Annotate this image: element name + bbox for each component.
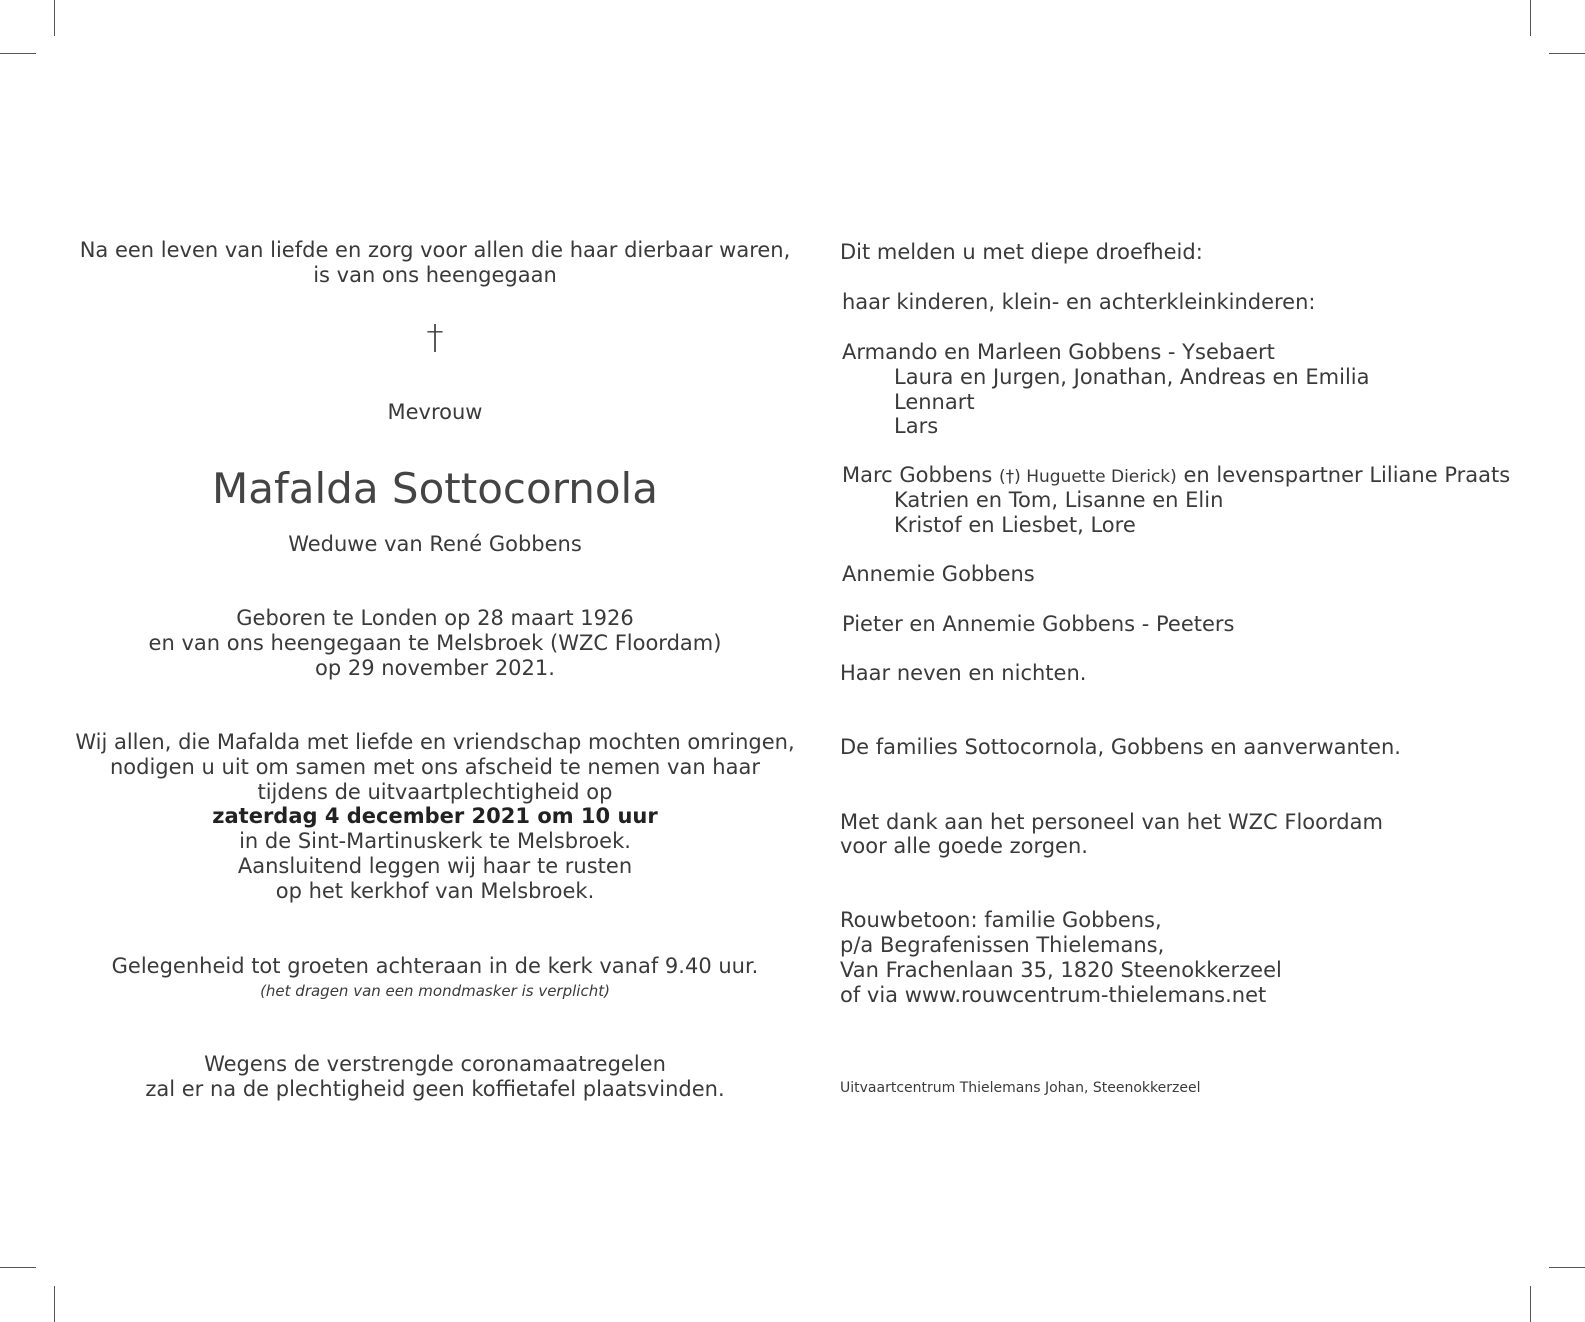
invitation-line-3: tijdens de uitvaartplechtigheid op — [257, 780, 613, 804]
corona-line-1: Wegens de verstrengde coronamaatregelen — [204, 1052, 666, 1076]
ceremony-place-line-1: in de Sint-Martinuskerk te Melsbroek. — [239, 829, 631, 853]
crop-mark-top-right-vertical — [1530, 0, 1531, 36]
birth-line-2: en van ons heengegaan te Melsbroek (WZC Floordam) — [148, 631, 722, 655]
address-line-2: p/a Begrafenissen Thielemans, — [840, 933, 1165, 957]
family-2-head-start: Marc Gobbens — [842, 463, 993, 487]
nephews-text: Haar neven en nichten. — [840, 661, 1087, 685]
condolence-text: Gelegenheid tot groeten achteraan in de kerk vanaf 9.40 uur. — [111, 954, 759, 978]
family-1-member-2: Lennart — [894, 390, 975, 414]
intro-line-2: is van ons heengegaan — [313, 263, 557, 287]
family-2-head-end: en levenspartner Liliane Praats — [1183, 463, 1511, 487]
salutation: Mevrouw — [387, 400, 483, 424]
family-2-head-paren: (†) Huguette Dierick) — [999, 467, 1177, 487]
family-1-head: Armando en Marleen Gobbens - Ysebaert — [842, 340, 1275, 364]
invitation-line-1: Wij allen, die Mafalda met liefde en vriendschap mochten omringen, — [75, 730, 795, 754]
birth-line-1: Geboren te Londen op 28 maart 1926 — [236, 606, 634, 630]
family-2-head — [840, 463, 1560, 490]
family-2-member-2: Kristof en Liesbet, Lore — [894, 513, 1136, 537]
undertaker-text: Uitvaartcentrum Thielemans Johan, Steenokkerzeel — [840, 1080, 1201, 1096]
crop-mark-top-left-horizontal — [0, 53, 36, 54]
thanks-line-2: voor alle goede zorgen. — [840, 834, 1088, 858]
intro-line-1: Na een leven van liefde en zorg voor allen die haar dierbaar waren, — [79, 238, 791, 262]
ceremony-date: zaterdag 4 december 2021 om 10 uur — [212, 804, 658, 828]
widow-of: Weduwe van René Gobbens — [288, 532, 582, 556]
crop-mark-bottom-left-horizontal — [0, 1267, 36, 1268]
address-line-3: Van Frachenlaan 35, 1820 Steenokkerzeel — [840, 958, 1282, 982]
family-2-member-1: Katrien en Tom, Lisanne en Elin — [894, 488, 1224, 512]
ceremony-place-line-3: op het kerkhof van Melsbroek. — [275, 879, 595, 903]
crop-mark-bottom-right-horizontal — [1549, 1267, 1585, 1268]
families-text: De families Sottocornola, Gobbens en aanverwanten. — [840, 735, 1401, 759]
deceased-name: Mafalda Sottocornola — [212, 464, 658, 513]
birth-line-3: op 29 november 2021. — [315, 656, 555, 680]
crop-mark-bottom-left-vertical — [54, 1286, 55, 1322]
family-1-member-3: Lars — [894, 414, 939, 438]
announce-text: Dit melden u met diepe droefheid: — [840, 240, 1203, 264]
mask-note: (het dragen van een mondmasker is verplicht) — [260, 982, 610, 1000]
corona-line-2: zal er na de plechtigheid geen koffietafel plaatsvinden. — [145, 1077, 725, 1101]
family-4-head: Pieter en Annemie Gobbens - Peeters — [842, 612, 1235, 636]
crop-mark-bottom-right-vertical — [1530, 1286, 1531, 1322]
address-line-4: of via www.rouwcentrum-thielemans.net — [840, 983, 1267, 1007]
crop-mark-top-right-horizontal — [1549, 53, 1585, 54]
crop-mark-top-left-vertical — [54, 0, 55, 36]
cross-icon: † — [426, 318, 444, 358]
children-intro: haar kinderen, klein- en achterkleinkinderen: — [842, 290, 1316, 314]
family-3-head: Annemie Gobbens — [842, 562, 1035, 586]
family-1-member-1: Laura en Jurgen, Jonathan, Andreas en Emilia — [894, 365, 1370, 389]
thanks-line-1: Met dank aan het personeel van het WZC Floordam — [840, 810, 1383, 834]
invitation-line-2: nodigen u uit om samen met ons afscheid te nemen van haar — [109, 755, 760, 779]
address-line-1: Rouwbetoon: familie Gobbens, — [840, 908, 1162, 932]
ceremony-place-line-2: Aansluitend leggen wij haar te rusten — [237, 854, 633, 878]
